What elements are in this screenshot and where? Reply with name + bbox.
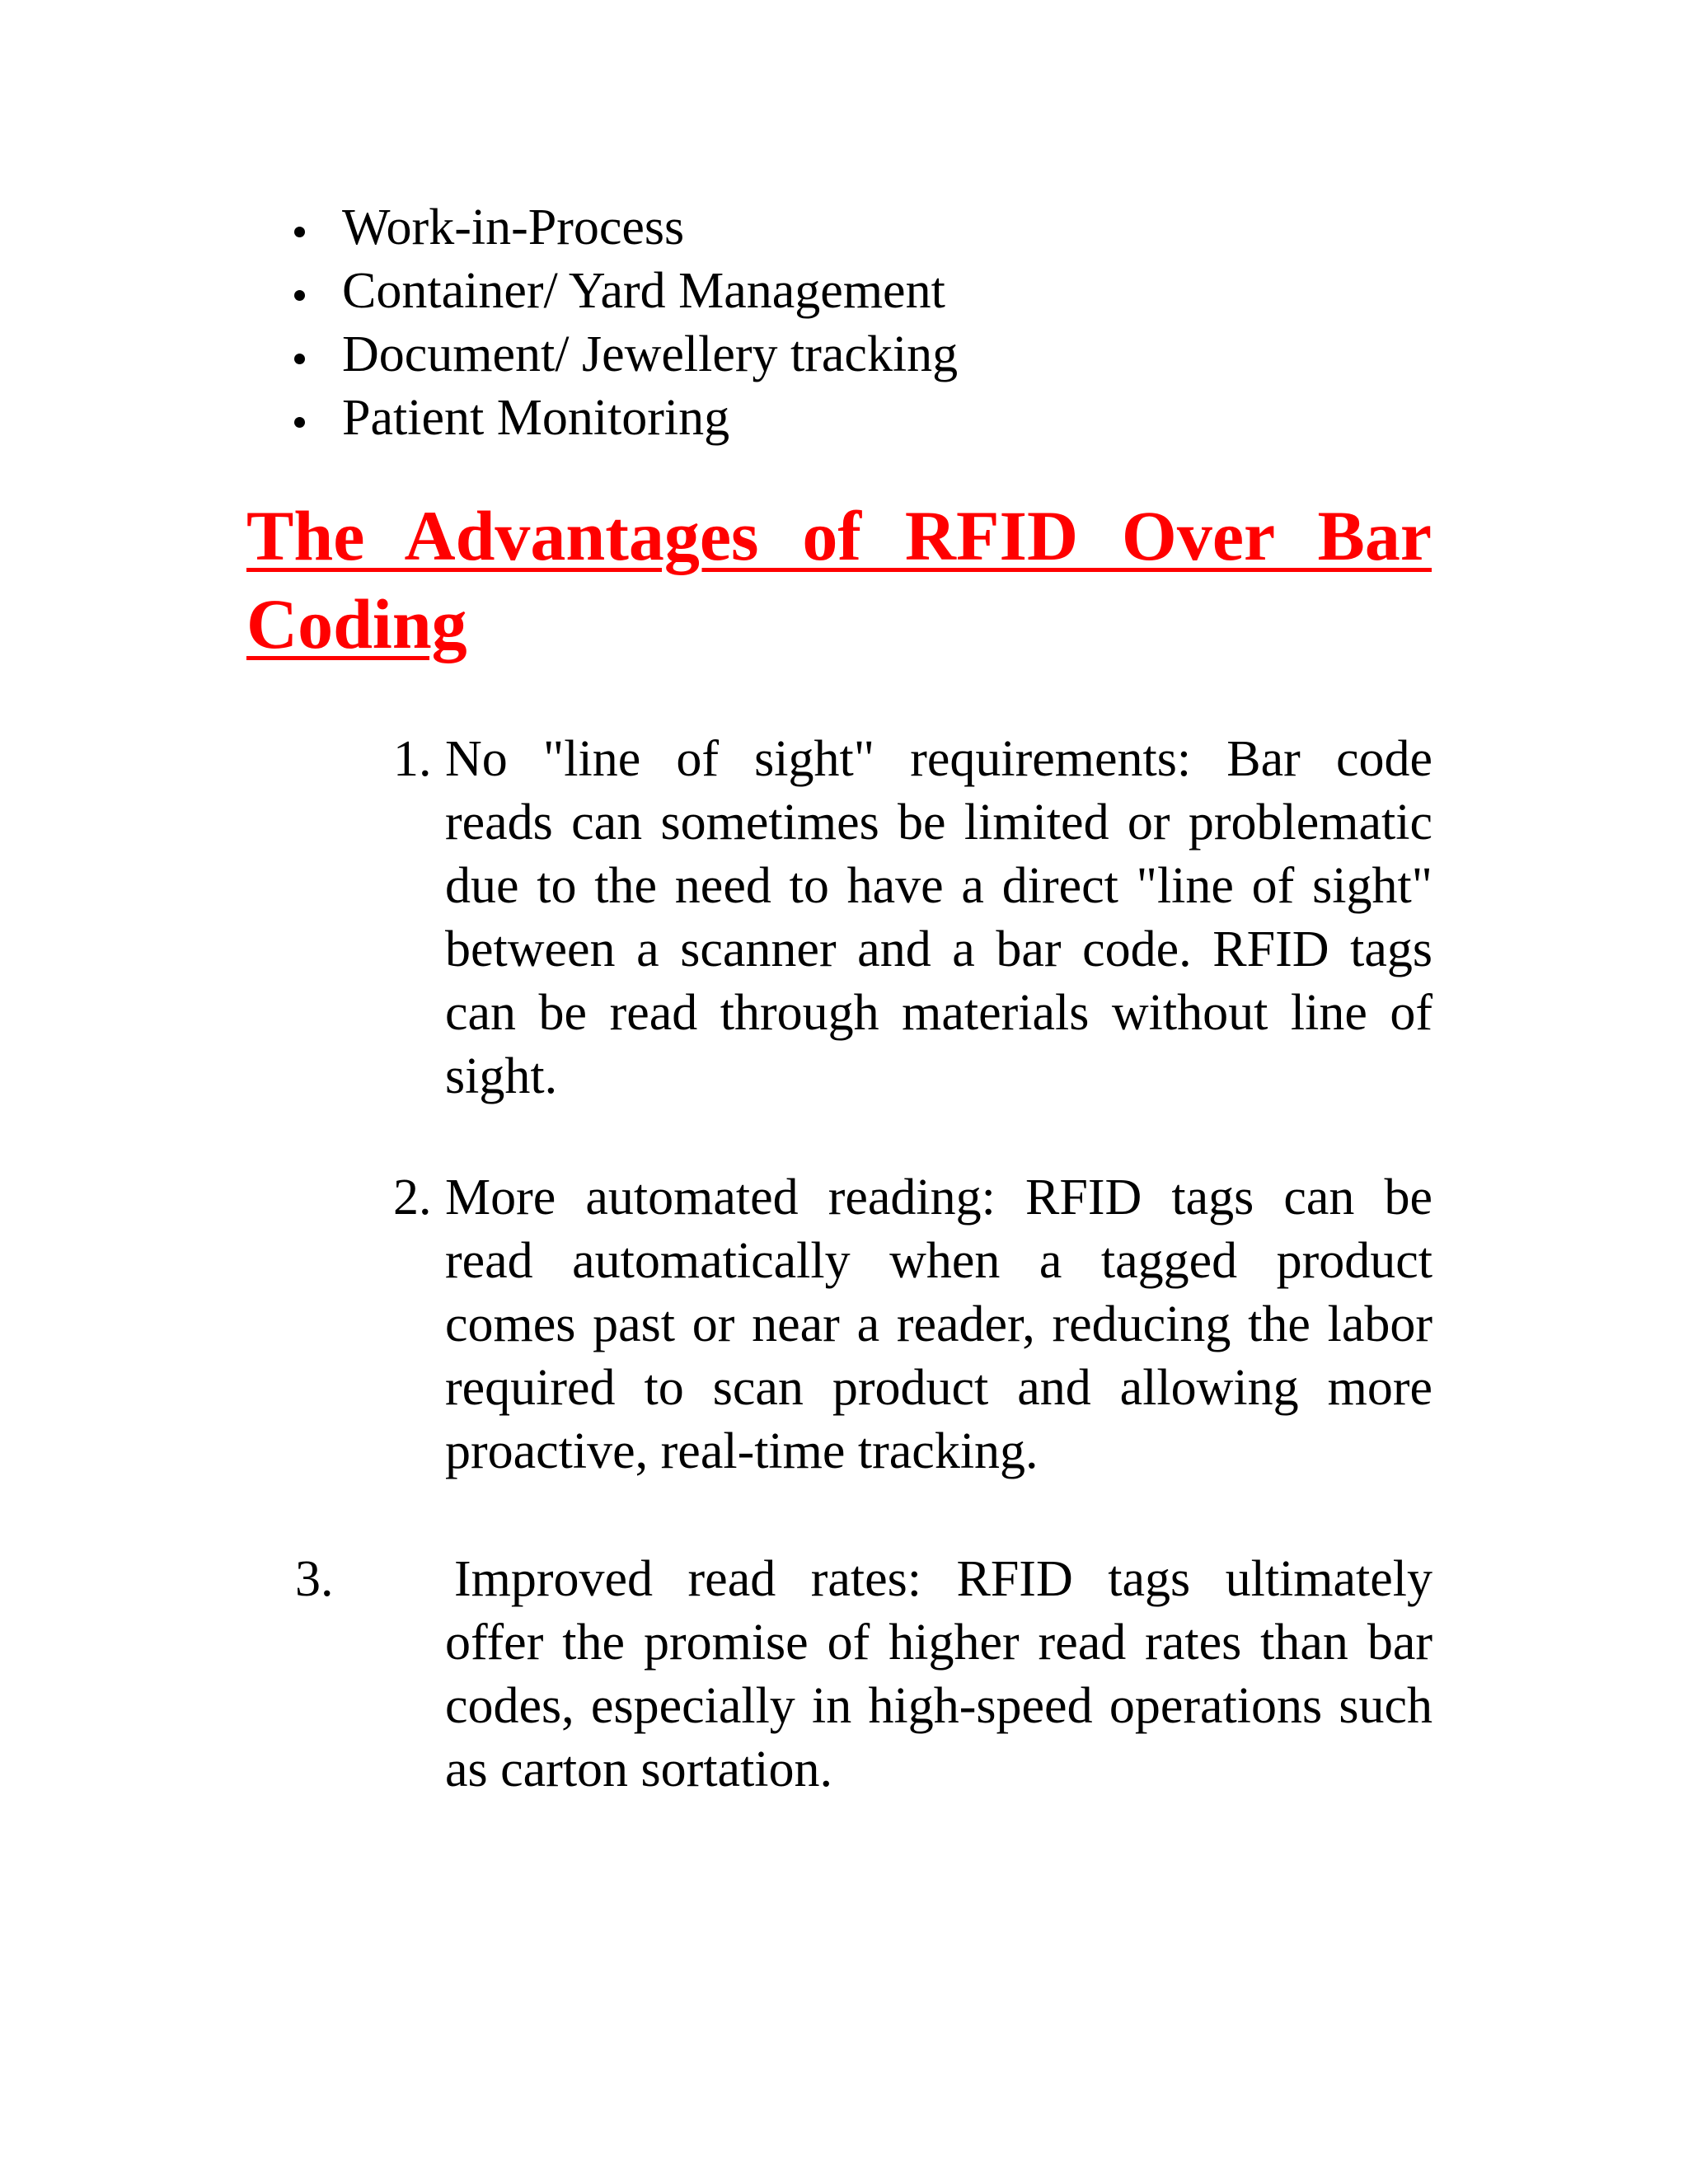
list-item-text: Patient Monitoring — [342, 390, 730, 446]
list-item — [288, 260, 958, 323]
application-bullet-list — [288, 196, 958, 450]
list-item-text: Document/ Jewellery tracking — [342, 326, 959, 382]
advantage-number: 3. — [295, 1551, 334, 1607]
advantage-rest: reads can sometimes be limited or problematic due to the need to have a direct "line of sight" between a scanner and a bar code. RFID tags can be read through materials without line of sight. — [445, 794, 1432, 1104]
advantage-number: 1. — [393, 731, 432, 787]
advantage-first-line: No "line of sight" requirements: Bar code — [445, 731, 1432, 787]
advantage-first-line: Improved read rates: RFID tags ultimately — [454, 1551, 1432, 1607]
list-item — [288, 387, 958, 450]
bullet-icon — [294, 227, 305, 237]
list-item — [288, 323, 958, 387]
advantage-text — [445, 728, 1432, 1108]
bullet-icon — [294, 290, 305, 301]
advantage-text — [445, 1548, 1432, 1802]
section-heading-text: The Advantages of RFID Over Bar Coding — [246, 496, 1432, 663]
advantage-first-line: More automated reading: RFID tags can be — [445, 1169, 1432, 1226]
list-item — [288, 196, 958, 260]
section-heading — [246, 492, 1432, 668]
advantage-number: 2. — [393, 1169, 432, 1226]
bullet-icon — [294, 354, 305, 364]
list-item-text: Container/ Yard Management — [342, 263, 945, 319]
bullet-icon — [294, 417, 305, 428]
advantage-rest: offer the promise of higher read rates than bar codes, especially in high-speed operations such as carton sortation. — [445, 1615, 1432, 1797]
list-item-text: Work-in-Process — [342, 199, 685, 255]
advantage-text — [445, 1166, 1432, 1483]
advantage-rest: read automatically when a tagged product comes past or near a reader, reducing the labor required to scan product and allowing more proactive, real-time tracking. — [445, 1233, 1432, 1479]
